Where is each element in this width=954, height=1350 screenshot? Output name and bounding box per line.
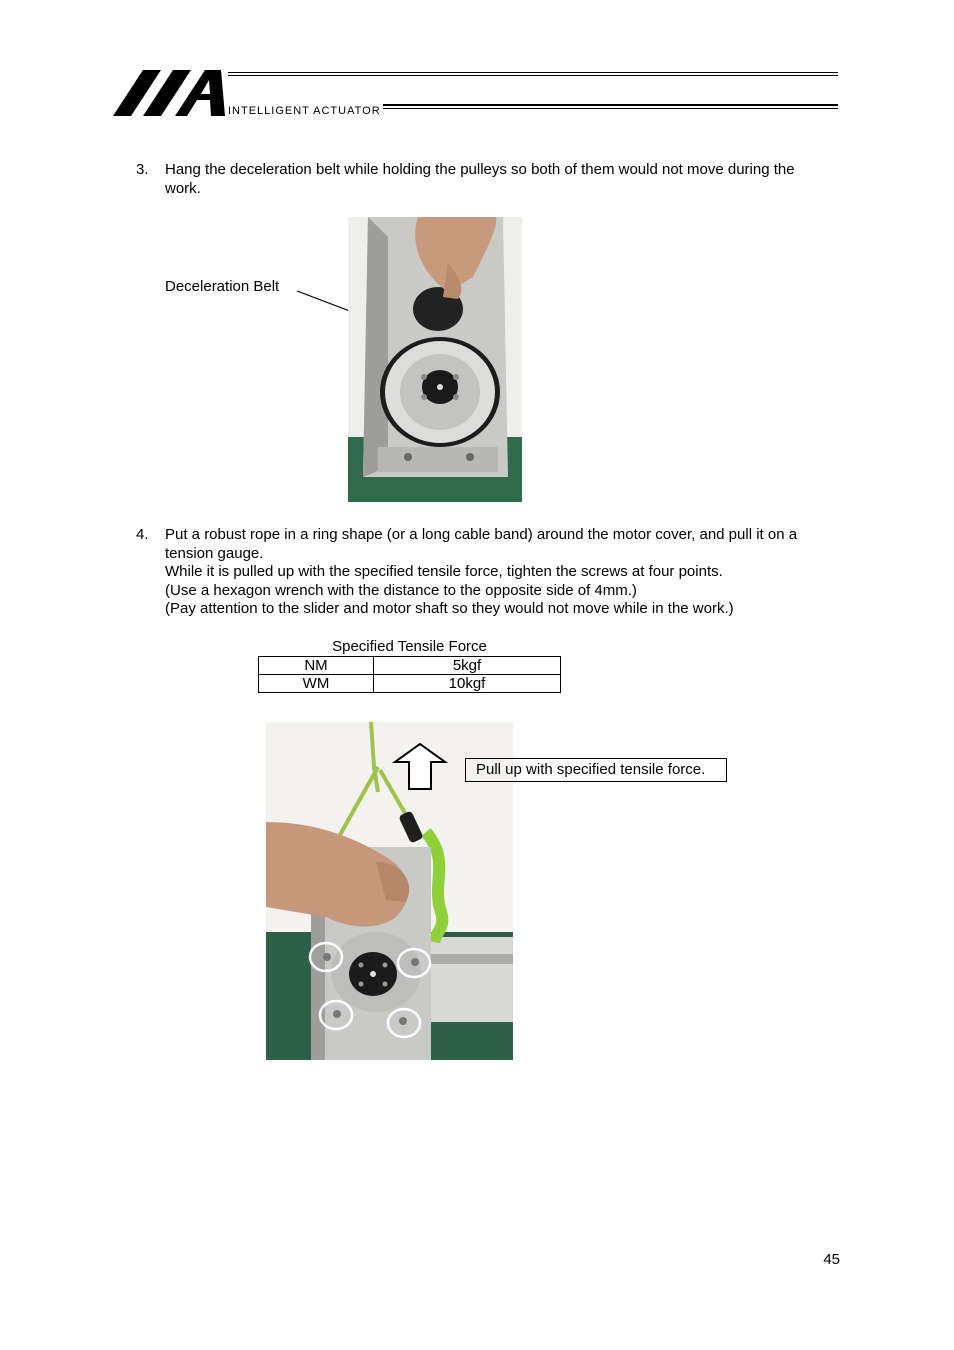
page-number: 45 xyxy=(823,1251,840,1268)
table-cell: NM xyxy=(259,657,374,675)
table-row xyxy=(259,675,561,693)
table-caption: Specified Tensile Force xyxy=(332,638,487,655)
table-row xyxy=(259,657,561,675)
step-text xyxy=(165,161,795,198)
company-logo xyxy=(113,70,225,116)
tensile-force-table xyxy=(258,656,561,693)
step-line: Put a robust rope in a ring shape (or a long cable band) around the motor cover, and pull it on a xyxy=(165,526,798,543)
step-number: 4. xyxy=(136,526,149,543)
step-line: (Pay attention to the slider and motor shaft so they would not move while in the work.) xyxy=(165,600,734,617)
step-line: (Use a hexagon wrench with the distance to the opposite side of 4mm.) xyxy=(165,581,637,599)
callout-box xyxy=(465,758,727,782)
step-line: While it is pulled up with the specified tensile force, tighten the screws at four points. xyxy=(165,563,723,580)
callout-text: Pull up with specified tensile force. xyxy=(476,761,706,778)
step-number: 3. xyxy=(136,161,149,178)
step-text xyxy=(165,526,797,619)
up-arrow-icon xyxy=(392,742,448,792)
header-rule xyxy=(228,75,838,76)
brand-text: INTELLIGENT ACTUATOR xyxy=(228,105,381,117)
header-rule xyxy=(383,108,838,109)
header-rule xyxy=(383,104,838,106)
step-line: tension gauge. xyxy=(165,544,264,562)
table-cell: 5kgf xyxy=(374,657,561,675)
step-line: Hang the deceleration belt while holding the pulleys so both of them would not move during the xyxy=(165,161,795,178)
step-line: work. xyxy=(165,179,201,197)
photo-deceleration-belt xyxy=(348,217,522,502)
table-cell: 10kgf xyxy=(374,675,561,693)
table-cell: WM xyxy=(259,675,374,693)
header-rule xyxy=(228,72,838,73)
figure-label: Deceleration Belt xyxy=(165,278,280,295)
